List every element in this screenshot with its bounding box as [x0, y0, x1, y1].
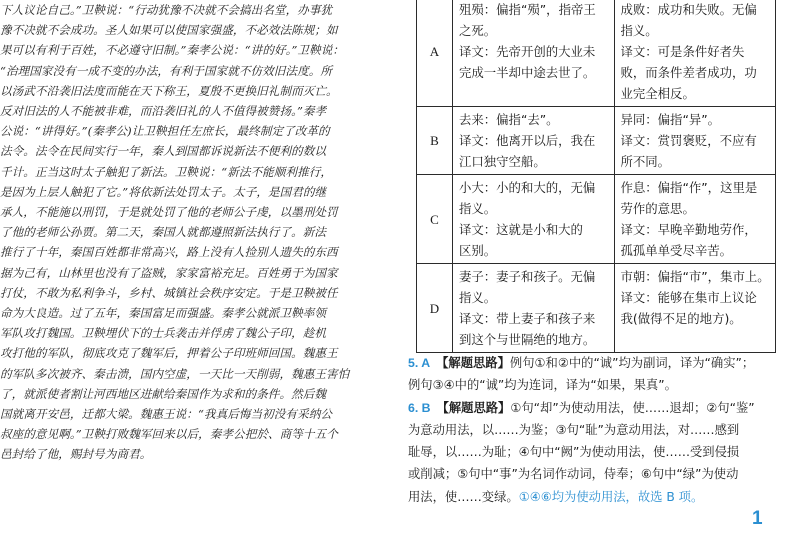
cell-line: 我(做得不足的地方)。: [620, 311, 742, 326]
answer-q5-line-2: 例句③④中的“诚”均为连词，译为“如果，果真”。: [408, 378, 677, 393]
cell-line: 江口独守空船。: [459, 154, 546, 169]
answer-q6-line-5: [408, 486, 780, 508]
text-line: 以汤武不沿袭旧法度而能在天下称王，夏殷不更换旧礼制而灭亡。: [0, 83, 338, 98]
text-line: 了他的老师公孙贾。第二天，秦国人就都遵照新法执行了。新法: [0, 225, 327, 240]
text-line: 据为己有，山林里也没有了盗贼，家家富裕充足。百姓勇于为国家: [0, 265, 338, 280]
cell-line: 译文：他离开以后，我在: [459, 133, 596, 148]
text-line: “治理国家没有一成不变的办法，有利于国家就不仿效旧法度。所: [0, 63, 333, 78]
option-right-cell: [614, 107, 776, 175]
answer-q6-number: 6. B: [408, 400, 431, 415]
text-line: 国就离开安邑，迁都大梁。魏惠王说：“我真后悔当初没有采纳公: [0, 407, 333, 422]
text-line: 反对旧法的人不能被非难，而沿袭旧礼的人不值得被赞扬。”秦孝: [0, 104, 327, 119]
answer-q6-line-4: 或削减；⑤句中“事”为名词作动词，侍奉；⑥句中“绿”为使动: [408, 467, 739, 482]
text-line: 下人议论自己。”卫鞅说：“行动犹豫不决就不会搞出名堂，办事犹: [0, 3, 333, 17]
option-label: C: [417, 175, 453, 264]
text-line: 叔座的意见啊。”卫鞅打败魏军回来以后，秦孝公把於、商等十五个: [0, 427, 338, 442]
answer-q6-line-2: 为意动用法，以……为鉴；③句“耻”为意动用法，对……感到: [408, 422, 740, 437]
cell-line: 译文：可是条件好者失: [620, 44, 745, 59]
cell-line: 译文：这就是小和大的: [459, 222, 583, 237]
cell-line: 译文：带上妻子和孩子来: [459, 311, 596, 326]
table-row: [417, 107, 776, 175]
cell-line: 完成一半却中途去世了。: [459, 65, 596, 80]
cell-line: 所不同。: [620, 154, 671, 169]
answer-q5-tag: 【解题思路】: [436, 356, 510, 370]
text-line: 果可以有利于百姓，不必遵守旧制。”秦孝公说：“讲的好。”卫鞅说：: [0, 43, 345, 58]
text-line: 推行了十年，秦国百姓都非常高兴，路上没有人捡别人遗失的东西: [0, 245, 338, 260]
option-left-cell: [453, 264, 615, 353]
text-line: 豫不决就不会成功。圣人如果可以使国家强盛，不必效法陈规；如: [0, 23, 338, 38]
cell-line: 作息：偏指“作”，这里是: [620, 180, 758, 195]
answer-q6-highlight: ①④⑥均为使动用法，故选 B 项。: [518, 489, 704, 504]
answer-q6-text-1: ①句“却”为使动用法，使……退却；②句“鉴”: [510, 400, 755, 415]
cell-line: 区别。: [459, 243, 497, 258]
cell-line: 小大：小的和大的，无偏: [459, 180, 596, 195]
answer-q6-tag: 【解题思路】: [436, 400, 511, 415]
answer-q6-line-1: [408, 397, 780, 419]
text-line: 攻打他的军队，彻底攻克了魏军后，押着公子印班师回国。魏惠王: [0, 346, 338, 361]
text-line: 的军队多次被齐、秦击溃，国内空虚，一天比一天削弱，魏惠王害怕: [0, 366, 350, 381]
cell-line: 业完全相反。: [620, 86, 695, 101]
answer-q6-line-3: 耻辱，以……为耻；④句中“阙”为使动用法，使……受到侵损: [408, 445, 740, 460]
option-right-cell: [614, 264, 776, 353]
cell-line: 妻子：妻子和孩子。无偏: [459, 269, 596, 284]
option-right-cell: [614, 175, 776, 264]
cell-line: 译文：赏罚褒贬，不应有: [620, 133, 757, 148]
answer-explanations: [408, 352, 780, 508]
answer-q5-number: 5. A: [408, 356, 431, 370]
answer-q5-text-1: 例句①和②中的“诚”均为副词，译为“确实”；: [509, 356, 755, 370]
cell-line: 到这个与世隔绝的地方。: [459, 332, 596, 347]
cell-line: 指义。: [620, 23, 658, 38]
cell-line: 指义。: [459, 290, 497, 305]
cell-line: 异同：偏指“异”。: [620, 112, 721, 127]
text-line: 军队攻打魏国。卫鞅埋伏下的士兵袭击并俘虏了魏公子印，趁机: [0, 326, 327, 341]
cell-line: 成败：成功和失败。无偏: [620, 2, 757, 17]
text-line: 千计。正当这时太子触犯了新法。卫鞅说：“新法不能顺利推行，: [0, 164, 333, 179]
text-line: 法令。法令在民间实行一年，秦人到国都诉说新法不便利的数以: [0, 144, 327, 159]
answer-q6-text-5: 用法，使……变绿。: [408, 489, 519, 504]
text-line: 承人，不能施以刑罚，于是就处罚了他的老师公子虔，以墨刑处罚: [0, 205, 338, 220]
table-row: [417, 264, 776, 353]
answer-q5: [408, 352, 780, 397]
options-table: [416, 0, 776, 353]
table-row: [417, 175, 776, 264]
cell-line: 市朝：偏指“市”，集市上。: [620, 269, 770, 284]
text-line: 是因为上层人触犯了它。”将依新法处罚太子。太子，是国君的继: [0, 184, 327, 199]
translation-text-column: [0, 0, 392, 465]
option-label: D: [417, 264, 453, 353]
answer-q6: [408, 397, 780, 508]
cell-line: 指义。: [459, 201, 497, 216]
cell-line: 译文：先帝开创的大业未: [459, 44, 596, 59]
cell-line: 译文：能够在集市上议论: [620, 290, 757, 305]
cell-line: 败，而条件差者成功，功: [620, 65, 757, 80]
cell-line: 殂殒：偏指“殒”，指帝王: [459, 2, 596, 17]
text-line: 命为大良造。过了五年，秦国富足而强盛。秦孝公就派卫鞅率领: [0, 306, 327, 321]
option-left-cell: [453, 175, 615, 264]
cell-line: 去来：偏指“去”。: [459, 112, 559, 127]
option-right-cell: [614, 0, 776, 107]
text-line: 邑封给了他，赐封号为商君。: [0, 447, 152, 462]
option-left-cell: [453, 107, 615, 175]
cell-line: 译文：早晚辛勤地劳作，: [620, 222, 757, 237]
cell-line: 劳作的意思。: [620, 201, 695, 216]
text-line: 公说：“讲得好。”(秦孝公)让卫鞅担任左庶长，最终制定了改革的: [0, 124, 330, 139]
option-left-cell: [453, 0, 615, 107]
option-label: B: [417, 107, 453, 175]
options-table-wrap: [416, 0, 776, 353]
text-line: 了，就派使者割让河西地区进献给秦国作为求和的条件。然后魏: [0, 386, 327, 401]
cell-line: 之死。: [459, 23, 497, 38]
answer-q5-line-1: [408, 352, 780, 374]
page-number: 1: [752, 508, 763, 529]
text-line: 打仗，不敢为私利争斗，乡村、城镇社会秩序安定。于是卫鞅被任: [0, 285, 338, 300]
cell-line: 孤孤单单受尽辛苦。: [620, 243, 733, 258]
table-row: [417, 0, 776, 107]
option-label: A: [417, 0, 453, 107]
